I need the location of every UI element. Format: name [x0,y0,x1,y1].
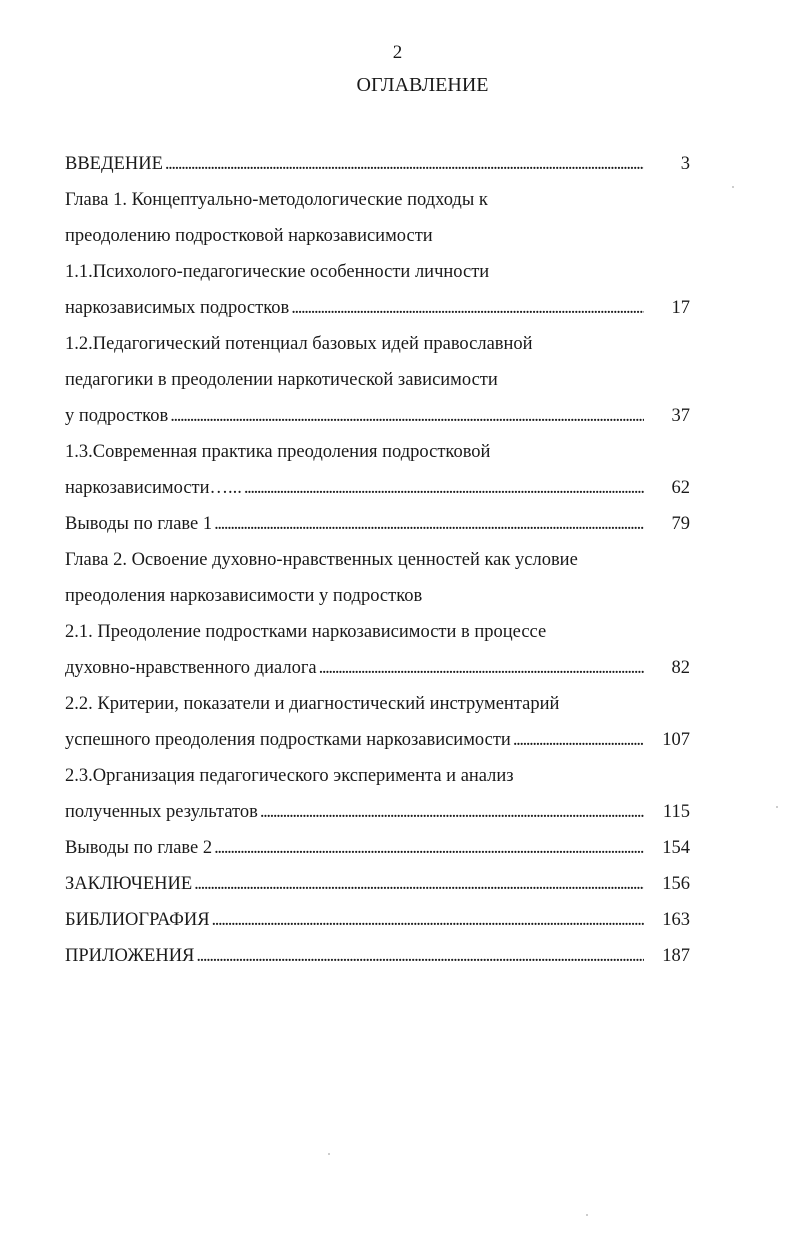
toc-entry-page: 82 [671,658,690,678]
toc-entry [65,902,690,938]
toc-entry-text: Глава 2. Освоение духовно-нравственных ценностей как условие [65,550,578,570]
toc-leader-dots [319,650,644,686]
toc-leader-dots [196,938,644,974]
toc-entry-page: 115 [662,802,690,822]
toc-entry-text: полученных результатов [65,802,258,822]
toc-leader-dots [244,470,644,506]
scan-speck [586,1214,588,1216]
toc-entry [65,614,690,650]
scan-speck [776,806,778,808]
toc-entry-text: 2.1. Преодоление подростками наркозависимости в процессе [65,622,547,642]
page-number: 2 [392,42,403,63]
toc-entry-text: 2.3.Организация педагогического эксперимента и анализ [65,766,514,786]
toc-entry [65,218,690,254]
toc-entry-text: Выводы по главе 2 [65,838,213,858]
toc-entry-page: 187 [662,946,690,966]
toc-entry-text: ПРИЛОЖЕНИЯ [65,946,195,966]
toc-entry-text: Глава 1. Концептуально-методологические подходы к [65,190,488,210]
toc-entry [65,578,690,614]
toc-leader-dots [194,866,644,902]
scan-speck [732,186,734,188]
toc-entry-page: 154 [662,838,690,858]
toc-entry [65,434,690,470]
toc-entry-text: 2.2. Критерии, показатели и диагностический инструментарий [65,694,560,714]
toc-leader-dots [214,506,644,542]
toc-entry [65,542,690,578]
toc-entry [65,758,690,794]
table-of-contents [65,146,690,974]
toc-entry [65,722,690,758]
toc-leader-dots [214,830,644,866]
toc-entry-text: 1.3.Современная практика преодоления подростковой [65,442,491,462]
toc-entry-text: наркозависимости…... [65,478,242,498]
toc-entry-page: 79 [671,514,690,534]
toc-entry-text: у подростков [65,406,169,426]
toc-entry [65,254,690,290]
toc-entry-page: 62 [671,478,690,498]
toc-entry-text: успешного преодоления подростками наркозависимости [65,730,511,750]
toc-entry [65,830,690,866]
toc-entry-text: преодолению подростковой наркозависимости [65,226,433,246]
toc-entry-text: наркозависимых подростков [65,298,290,318]
toc-entry-page: 156 [662,874,690,894]
toc-entry-page: 37 [671,406,690,426]
toc-entry [65,686,690,722]
toc-entry [65,146,690,182]
toc-entry-text: 1.1.Психолого-педагогические особенности личности [65,262,490,282]
toc-entry [65,650,690,686]
toc-leader-dots [165,146,644,182]
toc-entry [65,326,690,362]
toc-entry [65,362,690,398]
toc-entry-page: 17 [671,298,690,318]
toc-entry [65,506,690,542]
toc-leader-dots [291,290,644,326]
toc-entry [65,290,690,326]
toc-entry [65,182,690,218]
toc-entry-text: Выводы по главе 1 [65,514,213,534]
toc-leader-dots [170,398,644,434]
toc-entry-text: преодоления наркозависимости у подростков [65,586,423,606]
toc-entry [65,866,690,902]
toc-entry-text: ЗАКЛЮЧЕНИЕ [65,874,193,894]
toc-entry [65,938,690,974]
toc-entry [65,794,690,830]
toc-entry-text: БИБЛИОГРАФИЯ [65,910,210,930]
page-title: ОГЛАВЛЕНИЕ [356,74,489,96]
toc-entry-page: 3 [680,154,690,174]
scan-speck [328,1153,330,1155]
toc-entry-page: 107 [662,730,690,750]
toc-entry-text: ВВЕДЕНИЕ [65,154,163,174]
toc-entry-text: духовно-нравственного диалога [65,658,317,678]
toc-entry-text: 1.2.Педагогический потенциал базовых идей православной [65,334,533,354]
toc-entry-page: 163 [662,910,690,930]
toc-entry-text: педагогики в преодолении наркотической зависимости [65,370,498,390]
toc-leader-dots [212,902,644,938]
toc-entry [65,470,690,506]
toc-leader-dots [513,722,644,758]
toc-leader-dots [260,794,644,830]
toc-entry [65,398,690,434]
